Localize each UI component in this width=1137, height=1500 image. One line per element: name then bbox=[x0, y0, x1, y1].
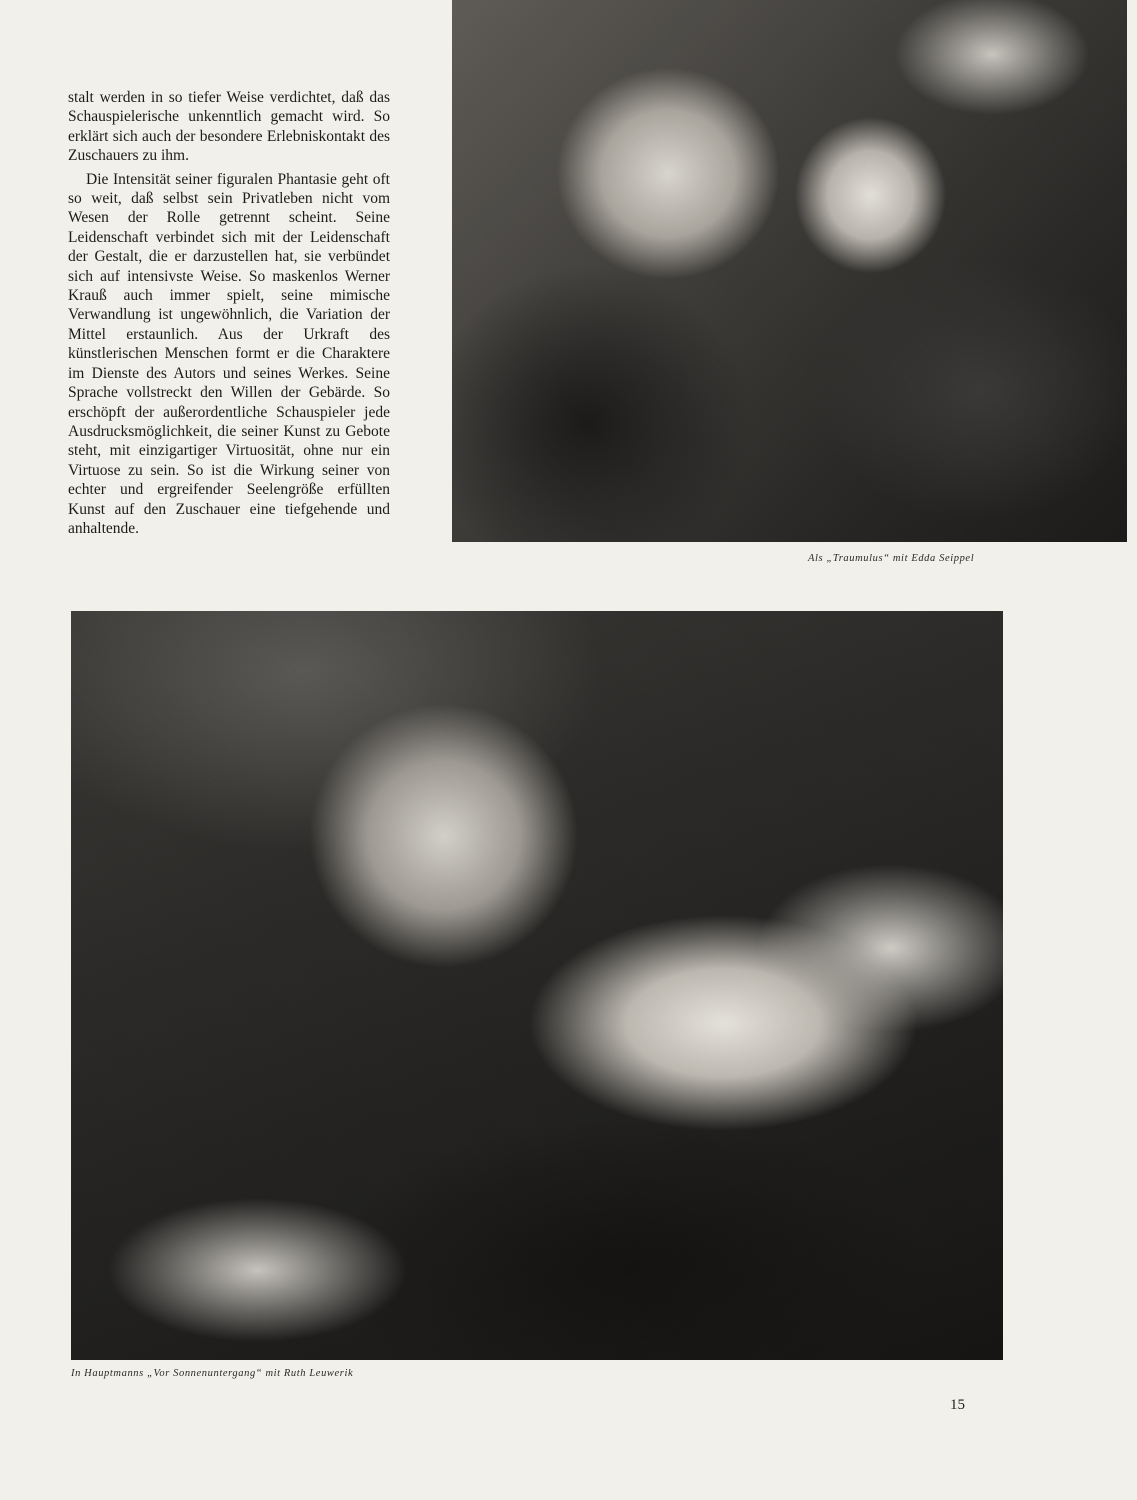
photo-caption-top: Als „Traumulus“ mit Edda Seippel bbox=[808, 553, 975, 564]
article-text-column bbox=[68, 88, 390, 538]
photo-traumulus bbox=[452, 0, 1127, 542]
photo-vor-sonnenuntergang bbox=[71, 611, 1003, 1360]
photo-caption-bottom: In Hauptmanns „Vor Sonnenuntergang“ mit Ruth Leuwerik bbox=[71, 1368, 354, 1379]
page-number: 15 bbox=[950, 1397, 965, 1413]
article-paragraph-1: stalt werden in so tiefer Weise verdichtet, daß das Schauspielerische unkenntlich gemacht wird. So erklärt sich auch der besondere Erlebniskontakt des Zuschauers zu ihm. bbox=[68, 89, 390, 165]
article-paragraph-2: Die Intensität seiner figuralen Phantasie geht oft so weit, daß selbst sein Privatleben nicht vom Wesen der Rolle getrennt scheint. Seine Leidenschaft verbindet sich mit der Leidenschaft der Gestalt, die er darzustellen hat, sie verbündet sich auf intensivste Weise. So maskenlos Werner Krauß auch immer spielt, seine mimische Verwandlung ist ungewöhnlich, die Variation der Mittel erstaunlich. Aus der Urkraft des künstlerischen Menschen formt er die Charaktere im Dienste des Autors und seines Werkes. Seine Sprache vollstreckt den Willen der Gebärde. So erschöpft der außerordentliche Schauspieler jede Ausdrucksmöglichkeit, die seiner Kunst zu Gebote steht, mit einzigartiger Virtuosität, ohne nur ein Virtuose zu sein. So ist die Wirkung seiner von echter und ergreifender Seelengröße erfüllten Kunst auf den Zuschauer eine tiefgehende und anhaltende. bbox=[68, 170, 390, 537]
photo-grain-overlay bbox=[452, 0, 1127, 542]
photo-grain-overlay bbox=[71, 611, 1003, 1360]
